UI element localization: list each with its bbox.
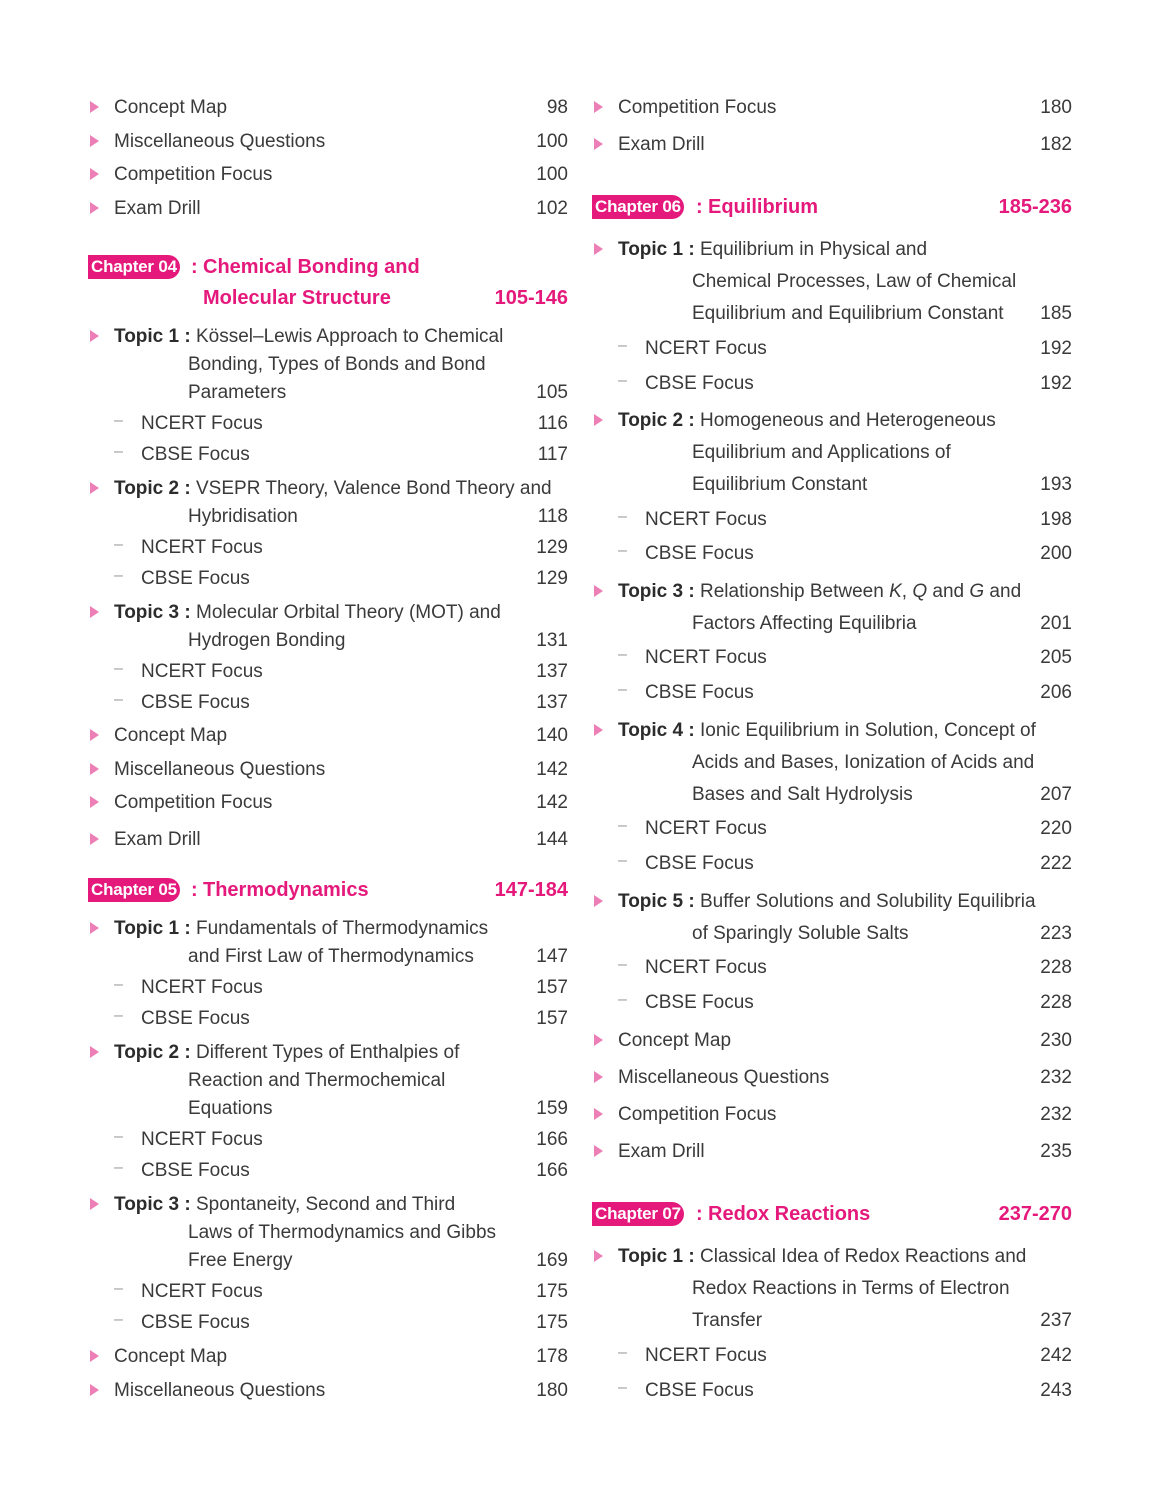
sub-item[interactable]: – CBSE Focus 129: [114, 567, 568, 589]
topic-item[interactable]: Topic 3 : Relationship Between K, Q and G and: [592, 578, 1072, 606]
chapter-heading[interactable]: Chapter 04 : Chemical Bonding and: [88, 252, 568, 282]
topic-item-continued: Free Energy 169: [188, 1250, 568, 1271]
triangle-bullet-icon: [90, 833, 99, 845]
toc-item[interactable]: Competition Focus 180: [592, 94, 1072, 122]
toc-item[interactable]: Competition Focus 232: [592, 1101, 1072, 1129]
toc-column-left: [88, 0, 568, 1500]
dash-bullet-icon: –: [114, 536, 123, 553]
chapter-heading-continued: [88, 283, 568, 313]
dash-bullet-icon: –: [618, 991, 627, 1008]
triangle-bullet-icon: [594, 1250, 603, 1262]
triangle-bullet-icon: [90, 606, 99, 618]
topic-item-continued: Factors Affecting Equilibria 201: [692, 613, 1072, 634]
topic-item[interactable]: Topic 1 : Equilibrium in Physical and: [592, 236, 1072, 264]
topic-number: Topic 2 :: [114, 478, 191, 499]
chapter-title: Equilibrium: [708, 196, 818, 218]
dash-bullet-icon: –: [114, 443, 123, 460]
triangle-bullet-icon: [90, 763, 99, 775]
toc-item[interactable]: Concept Map 140: [88, 722, 568, 750]
triangle-bullet-icon: [90, 135, 99, 147]
sub-item[interactable]: – NCERT Focus 116: [114, 412, 568, 434]
triangle-bullet-icon: [594, 724, 603, 736]
triangle-bullet-icon: [90, 922, 99, 934]
sub-item[interactable]: – NCERT Focus 166: [114, 1128, 568, 1150]
dash-bullet-icon: –: [618, 646, 627, 663]
topic-item[interactable]: Topic 2 : VSEPR Theory, Valence Bond Theory and: [88, 475, 568, 503]
dash-bullet-icon: –: [114, 976, 123, 993]
sub-item[interactable]: – CBSE Focus 175: [114, 1311, 568, 1333]
sub-item[interactable]: – CBSE Focus 117: [114, 443, 568, 465]
toc-column-right: [592, 0, 1072, 1500]
topic-item-continued: Redox Reactions in Terms of Electron: [692, 1278, 1010, 1299]
sub-item[interactable]: – NCERT Focus 220: [618, 817, 1072, 839]
topic-item-continued: Laws of Thermodynamics and Gibbs: [188, 1222, 497, 1243]
triangle-bullet-icon: [594, 585, 603, 597]
topic-item-continued: Chemical Processes, Law of Chemical: [692, 271, 1017, 292]
triangle-bullet-icon: [90, 1350, 99, 1362]
triangle-bullet-icon: [594, 138, 603, 150]
dash-bullet-icon: –: [618, 817, 627, 834]
topic-item-continued: Hybridisation 118: [188, 506, 568, 527]
sub-item[interactable]: – NCERT Focus 175: [114, 1280, 568, 1302]
sub-item[interactable]: – CBSE Focus 222: [618, 852, 1072, 874]
toc-item[interactable]: Exam Drill 144: [88, 826, 568, 854]
triangle-bullet-icon: [90, 1384, 99, 1396]
dash-bullet-icon: –: [114, 691, 123, 708]
sub-item[interactable]: – NCERT Focus 157: [114, 976, 568, 998]
sub-item[interactable]: – NCERT Focus 198: [618, 508, 1072, 530]
chapter-badge: Chapter 07: [592, 1202, 684, 1226]
triangle-bullet-icon: [90, 1198, 99, 1210]
toc-item[interactable]: Miscellaneous Questions 232: [592, 1064, 1072, 1092]
topic-item[interactable]: Topic 2 : Different Types of Enthalpies of: [88, 1039, 568, 1067]
dash-bullet-icon: –: [618, 1344, 627, 1361]
topic-number: Topic 5 :: [618, 891, 695, 912]
chapter-title: Chemical Bonding and: [203, 256, 420, 278]
topic-item-continued: Acids and Bases, Ionization of Acids and: [692, 752, 1035, 773]
toc-item[interactable]: Concept Map 178: [88, 1343, 568, 1371]
chapter-page-range: 105-146: [494, 287, 568, 309]
triangle-bullet-icon: [594, 1071, 603, 1083]
sub-item[interactable]: – CBSE Focus 206: [618, 681, 1072, 703]
dash-bullet-icon: –: [114, 1159, 123, 1176]
chapter-badge: Chapter 06: [592, 195, 684, 219]
triangle-bullet-icon: [90, 168, 99, 180]
triangle-bullet-icon: [594, 1108, 603, 1120]
toc-item[interactable]: Competition Focus 142: [88, 789, 568, 817]
sub-item[interactable]: – CBSE Focus 228: [618, 991, 1072, 1013]
topic-number: Topic 1 :: [618, 1246, 695, 1267]
triangle-bullet-icon: [90, 101, 99, 113]
dash-bullet-icon: –: [114, 1280, 123, 1297]
topic-number: Topic 2 :: [618, 410, 695, 431]
triangle-bullet-icon: [594, 414, 603, 426]
sub-item[interactable]: – NCERT Focus 242: [618, 1344, 1072, 1366]
topic-item[interactable]: Topic 5 : Buffer Solutions and Solubility Equilibria: [592, 888, 1072, 916]
sub-item[interactable]: – NCERT Focus 192: [618, 337, 1072, 359]
chapter-heading[interactable]: Chapter 05 : Thermodynamics 147-184: [88, 875, 568, 905]
toc-item[interactable]: Miscellaneous Questions 180: [88, 1377, 568, 1405]
topic-item-continued: Bonding, Types of Bonds and Bond: [188, 354, 486, 375]
topic-item[interactable]: Topic 1 : Classical Idea of Redox Reactions and: [592, 1243, 1072, 1271]
dash-bullet-icon: –: [114, 660, 123, 677]
sub-item[interactable]: – CBSE Focus 166: [114, 1159, 568, 1181]
toc-item[interactable]: Miscellaneous Questions 142: [88, 756, 568, 784]
topic-item-continued: and First Law of Thermodynamics 147: [188, 946, 568, 967]
toc-item[interactable]: Concept Map 230: [592, 1027, 1072, 1055]
chapter-title: Molecular Structure: [203, 287, 391, 309]
dash-bullet-icon: –: [114, 1311, 123, 1328]
chapter-page-range: 147-184: [494, 879, 568, 901]
triangle-bullet-icon: [90, 1046, 99, 1058]
triangle-bullet-icon: [90, 729, 99, 741]
dash-bullet-icon: –: [618, 542, 627, 559]
sub-item[interactable]: – CBSE Focus 157: [114, 1007, 568, 1029]
topic-item-continued: Transfer 237: [692, 1310, 1072, 1331]
chapter-badge: Chapter 04: [88, 255, 180, 279]
chapter-heading[interactable]: Chapter 07 : Redox Reactions 237-270: [592, 1199, 1072, 1229]
topic-item-continued: Equilibrium and Equilibrium Constant 185: [692, 303, 1072, 324]
chapter-page-range: 237-270: [998, 1203, 1072, 1225]
topic-item-continued: Equilibrium Constant 193: [692, 474, 1072, 495]
chapter-title: Thermodynamics: [203, 879, 369, 901]
sub-item[interactable]: – CBSE Focus 192: [618, 372, 1072, 394]
chapter-badge: Chapter 05: [88, 878, 180, 902]
dash-bullet-icon: –: [618, 1379, 627, 1396]
dash-bullet-icon: –: [114, 1007, 123, 1024]
topic-item-continued: Reaction and Thermochemical: [188, 1070, 446, 1091]
sub-item[interactable]: – NCERT Focus 205: [618, 646, 1072, 668]
topic-item-continued: Equations 159: [188, 1098, 568, 1119]
triangle-bullet-icon: [594, 1034, 603, 1046]
topic-number: Topic 4 :: [618, 720, 695, 741]
topic-item[interactable]: Topic 3 : Spontaneity, Second and Third: [88, 1191, 568, 1219]
topic-item[interactable]: Topic 4 : Ionic Equilibrium in Solution, Concept of: [592, 717, 1072, 745]
topic-number: Topic 1 :: [114, 918, 191, 939]
triangle-bullet-icon: [90, 330, 99, 342]
triangle-bullet-icon: [90, 796, 99, 808]
topic-item-continued: Equilibrium and Applications of: [692, 442, 951, 463]
topic-item[interactable]: Topic 1 : Fundamentals of Thermodynamics: [88, 915, 568, 943]
topic-number: Topic 3 :: [618, 581, 695, 602]
toc-item[interactable]: Exam Drill 235: [592, 1138, 1072, 1166]
dash-bullet-icon: –: [114, 412, 123, 429]
sub-item[interactable]: – NCERT Focus 137: [114, 660, 568, 682]
toc-item[interactable]: Competition Focus 100: [88, 161, 568, 189]
chapter-title: Redox Reactions: [708, 1203, 871, 1225]
triangle-bullet-icon: [594, 1145, 603, 1157]
dash-bullet-icon: –: [618, 508, 627, 525]
topic-item-continued: Hydrogen Bonding 131: [188, 630, 568, 651]
topic-number: Topic 1 :: [618, 239, 695, 260]
toc-item[interactable]: Exam Drill 102: [88, 195, 568, 223]
topic-number: Topic 3 :: [114, 1194, 191, 1215]
triangle-bullet-icon: [594, 101, 603, 113]
dash-bullet-icon: –: [618, 852, 627, 869]
dash-bullet-icon: –: [114, 1128, 123, 1145]
topic-number: Topic 2 :: [114, 1042, 191, 1063]
sub-item[interactable]: – NCERT Focus 228: [618, 956, 1072, 978]
topic-number: Topic 1 :: [114, 326, 191, 347]
topic-item-continued: Bases and Salt Hydrolysis 207: [692, 784, 1072, 805]
dash-bullet-icon: –: [618, 337, 627, 354]
topic-item[interactable]: Topic 2 : Homogeneous and Heterogeneous: [592, 407, 1072, 435]
dash-bullet-icon: –: [618, 681, 627, 698]
toc-item[interactable]: Concept Map 98: [88, 94, 568, 122]
triangle-bullet-icon: [594, 895, 603, 907]
chapter-page-range: 185-236: [998, 196, 1072, 218]
triangle-bullet-icon: [594, 243, 603, 255]
triangle-bullet-icon: [90, 482, 99, 494]
dash-bullet-icon: –: [618, 372, 627, 389]
toc-item[interactable]: Exam Drill 182: [592, 131, 1072, 159]
sub-item[interactable]: – CBSE Focus 243: [618, 1379, 1072, 1401]
triangle-bullet-icon: [90, 202, 99, 214]
topic-item[interactable]: Topic 1 : Kössel–Lewis Approach to Chemical: [88, 323, 568, 351]
topic-item[interactable]: Topic 3 : Molecular Orbital Theory (MOT) and: [88, 599, 568, 627]
sub-item[interactable]: – CBSE Focus 137: [114, 691, 568, 713]
topic-item-continued: of Sparingly Soluble Salts 223: [692, 923, 1072, 944]
sub-item[interactable]: – CBSE Focus 200: [618, 542, 1072, 564]
dash-bullet-icon: –: [114, 567, 123, 584]
sub-item[interactable]: – NCERT Focus 129: [114, 536, 568, 558]
topic-item-continued: Parameters 105: [188, 382, 568, 403]
chapter-heading[interactable]: Chapter 06 : Equilibrium 185-236: [592, 192, 1072, 222]
toc-item[interactable]: Miscellaneous Questions 100: [88, 128, 568, 156]
dash-bullet-icon: –: [618, 956, 627, 973]
topic-number: Topic 3 :: [114, 602, 191, 623]
